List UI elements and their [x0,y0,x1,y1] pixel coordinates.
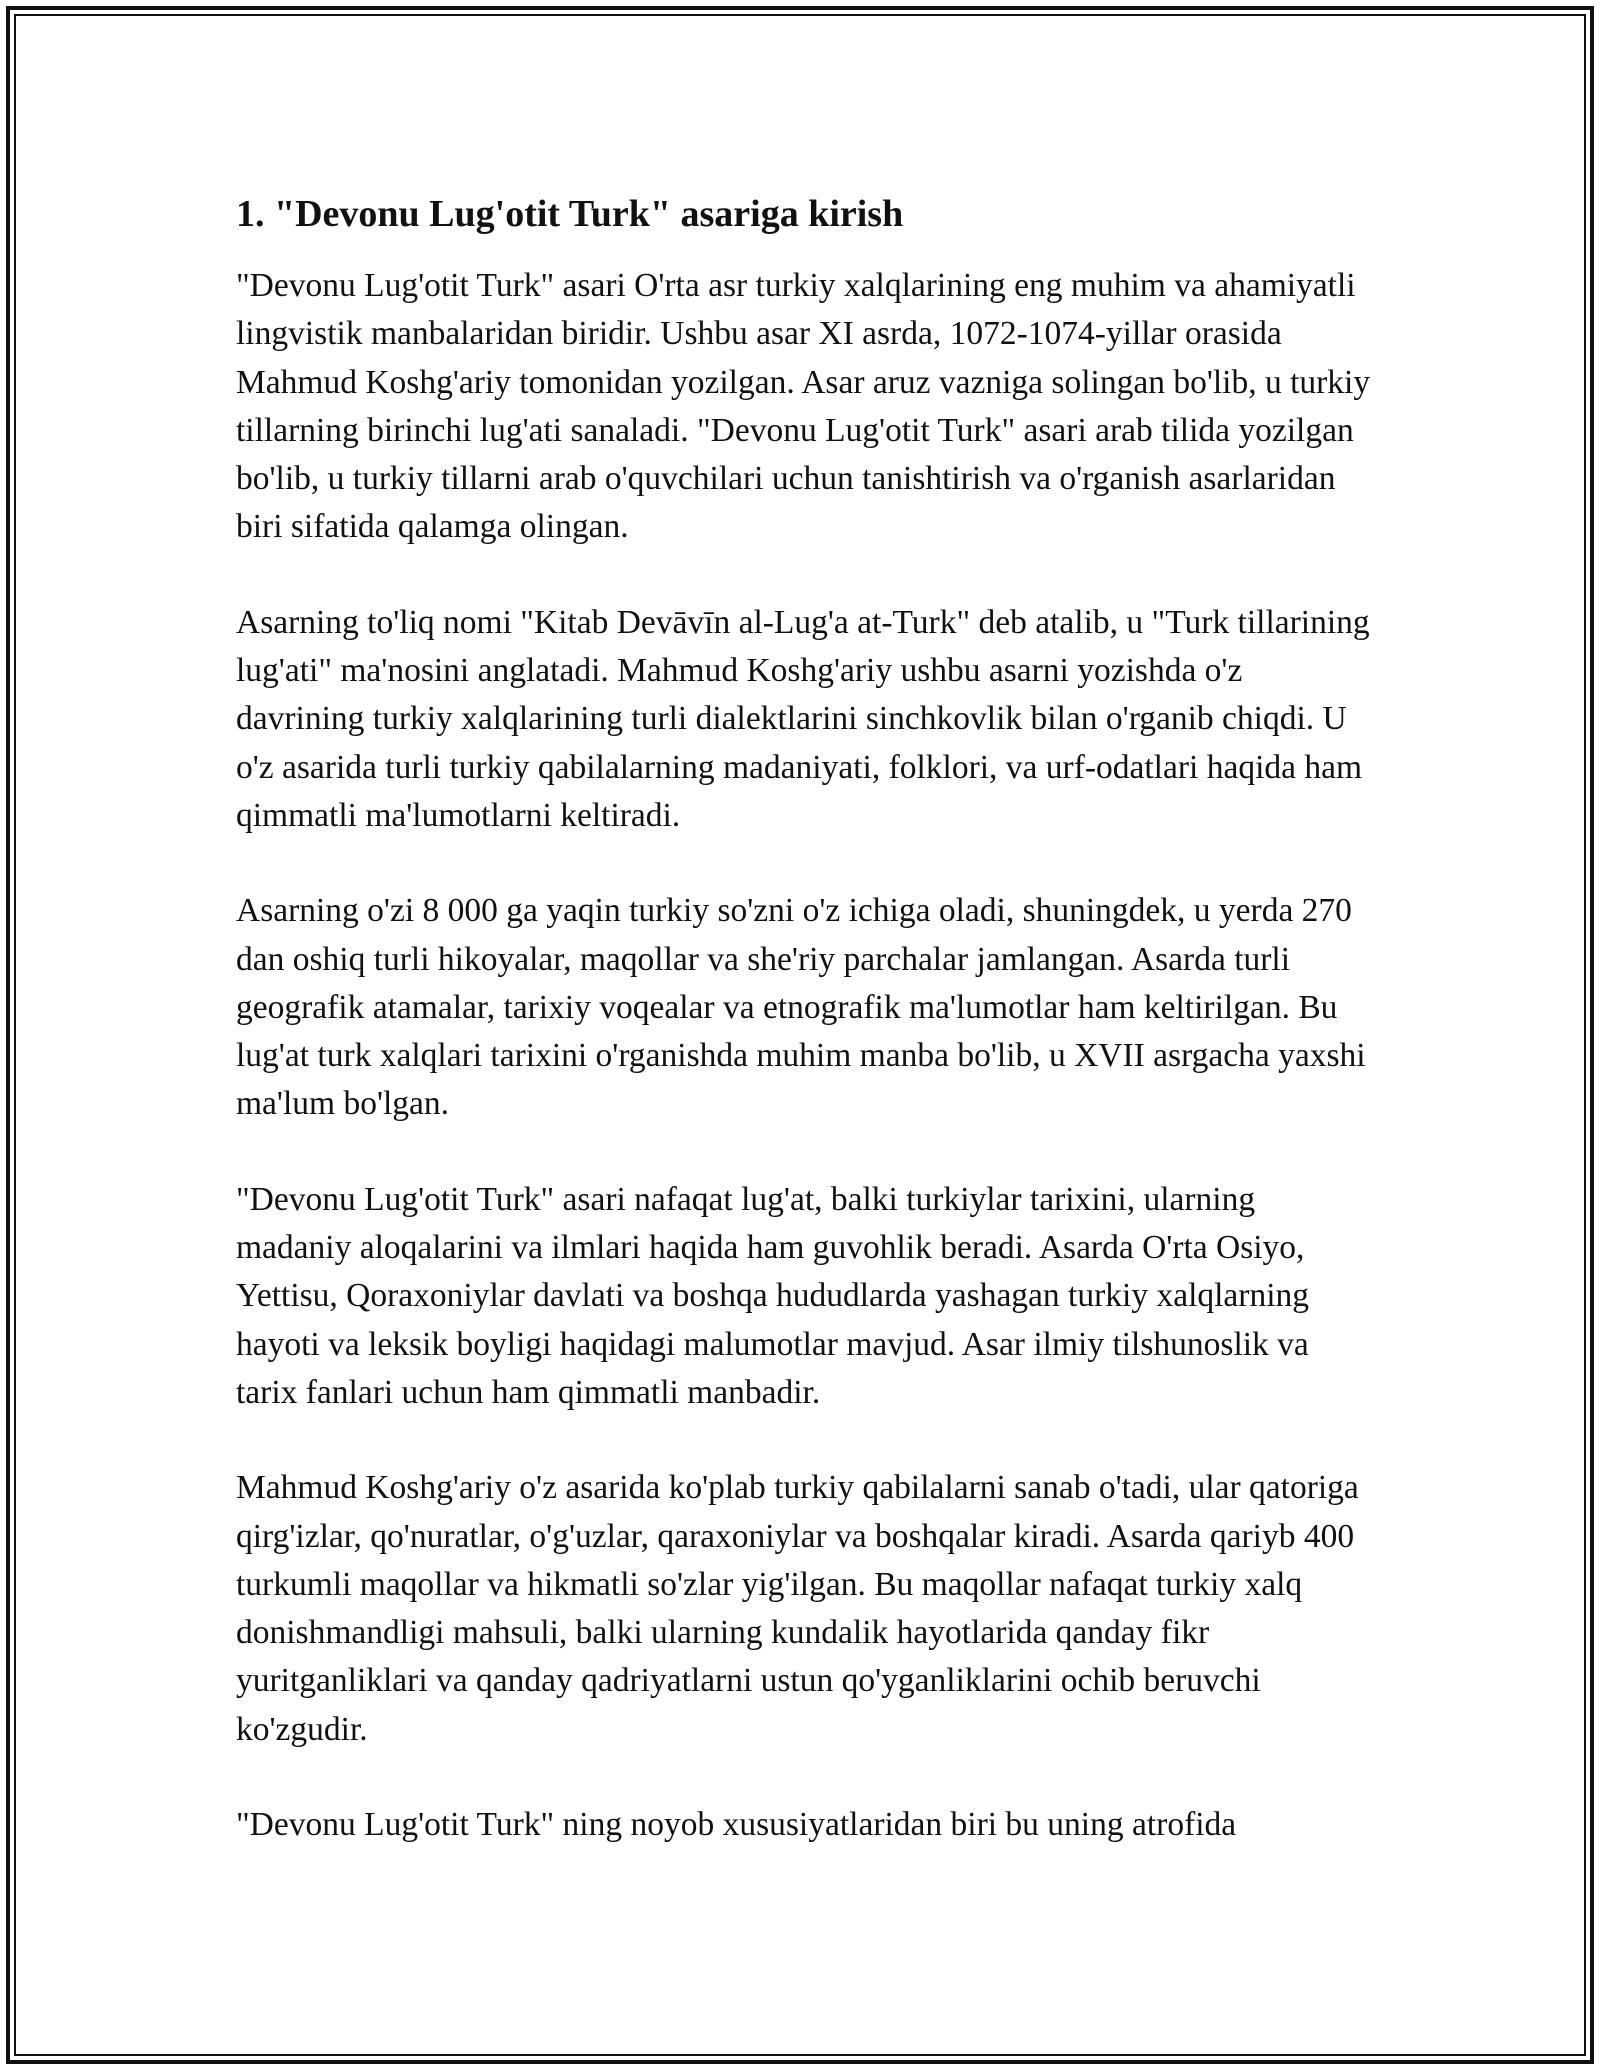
paragraph-5: Mahmud Koshg'ariy o'z asarida ko'plab turkiy qabilalarni sanab o'tadi, ular qatoriga qirg'izlar, qo'nuratlar, o'g'uzlar, qaraxoniylar va boshqalar kiradi. Asarda qariyb 400 turkumli maqollar va hikmatli so'zlar yig'ilgan. Bu maqollar nafaqat turkiy xalq donishmandligi mahsuli, balki ularning kundalik hayotlarida qanday fikr yuritganliklari va qanday qadriyatlarni ustun qo'yganliklarini ochib beruvchi ko'zgudir. [236,1469,1359,1748]
paragraph-6: "Devonu Lug'otit Turk" ning noyob xususiyatlaridan biri bu uning atrofida [236,1806,1237,1844]
paragraph-2: Asarning to'liq nomi "Kitab Devāvīn al-Lug'a at-Turk" deb atalib, u "Turk tillarining lug'ati" ma'nosini anglatadi. Mahmud Koshg'ariy ushbu asarni yozishda o'z davrining turkiy xalqlarining turli dialektlarini sinchkovlik bilan o'rganib chiqdi. U o'z asarida turli turkiy qabilalarning madaniyati, folklori, va urf-odatlari haqida ham qimmatli ma'lumotlarni keltiradi. [236,603,1370,834]
paragraph-3: Asarning o'zi 8 000 ga yaqin turkiy so'zni o'z ichiga oladi, shuningdek, u yerda 270 dan oshiq turli hikoyalar, maqollar va she'riy parchalar jamlangan. Asarda turli geografik atamalar, tarixiy voqealar va etnografik ma'lumotlar ham keltirilgan. Bu lug'at turk xalqlari tarixini o'rganishda muhim manba bo'lib, u XVII asrgacha yaxshi ma'lum bo'lgan. [236,892,1366,1123]
paragraph-1: "Devonu Lug'otit Turk" asari O'rta asr turkiy xalqlarining eng muhim va ahamiyatli lingvistik manbalaridan biridir. Ushbu asar XI asrda, 1072-1074-yillar orasida Mahmud Koshg'ariy tomonidan yozilgan. Asar aruz vazniga solingan bo'lib, u turkiy tillarning birinchi lug'ati sanaladi. "Devonu Lug'otit Turk" asari arab tilida yozilgan bo'lib, u turkiy tillarni arab o'quvchilari uchun tanishtirish va o'rganish asarlaridan biri sifatida qalamga olingan. [236,267,1371,546]
paragraph-4: "Devonu Lug'otit Turk" asari nafaqat lug'at, balki turkiylar tarixini, ularning madaniy aloqalarini va ilmlari haqida ham guvohlik beradi. Asarda O'rta Osiyo, Yettisu, Qoraxoniylar davlati va boshqa hududlarda yashagan turkiy xalqlarning hayoti va leksik boyligi haqidagi malumotlar mavjud. Asar ilmiy tilshunoslik va tarix fanlari uchun ham qimmatli manbadir. [236,1180,1310,1411]
section-heading: 1. "Devonu Lug'otit Turk" asariga kirish [236,193,904,235]
document-body [236,186,1376,1896]
